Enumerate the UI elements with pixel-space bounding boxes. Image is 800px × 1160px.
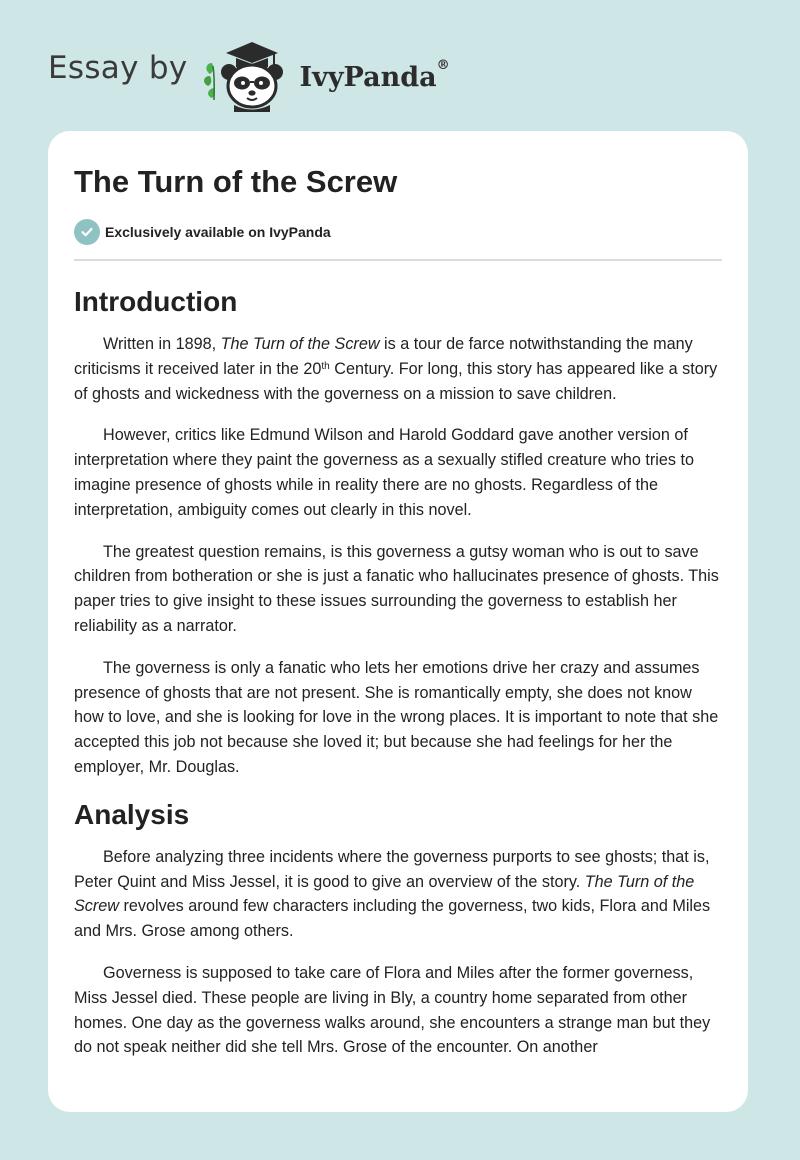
panda-logo-icon <box>202 36 294 112</box>
essay-card <box>48 131 748 1112</box>
paragraph: However, critics like Edmund Wilson and Harold Goddard gave another version of interpretation where they paint the governess as a sexually stifled creature who tries to imagine presence of ghosts while in reality there are no ghosts. Regardless of the interpretation, ambiguity comes out clearly in this novel. <box>74 426 694 519</box>
section-heading-analysis: Analysis <box>74 798 190 830</box>
essay-title: The Turn of the Screw <box>74 164 398 199</box>
paragraph: Written in 1898, The Turn of the Screw is a tour de farce notwithstanding the many criticisms it received later in the 20th Century. For long, this story has appeared like a story of ghosts and wickedness with the governess on a mission to save children. <box>74 335 718 403</box>
check-circle-icon <box>74 219 100 245</box>
registered-mark: ® <box>436 57 450 73</box>
paragraph: The governess is only a fanatic who lets her emotions drive her crazy and assumes presence of ghosts that are not present. She is romantically empty, she does not know how to love, and she is looking for love in the wrong places. It is important to note that she accepted this job not because she loved it; but because she had feelings for her the employer, Mr. Douglas. <box>74 658 719 776</box>
paragraph: Before analyzing three incidents where the governess purports to see ghosts; that is, Peter Quint and Miss Jessel, it is good to give an overview of the story. The Turn of the Screw revolves around few characters including the governess, two kids, Flora and Miles and Mrs. Grose among others. <box>74 847 711 941</box>
section-heading-introduction: Introduction <box>74 286 238 317</box>
brand-header <box>48 34 450 114</box>
divider <box>74 259 722 261</box>
brand-name: IvyPanda® <box>299 57 450 93</box>
brand-prefix: Essay by <box>48 50 188 86</box>
badge-text: Exclusively available on IvyPanda <box>105 224 331 240</box>
exclusive-badge <box>74 219 722 245</box>
paragraph: The greatest question remains, is this governess a gutsy woman who is out to save children from botheration or she is just a fanatic who hallucinates presence of ghosts. This paper tries to give insight to these issues surrounding the governess to establish her reliability as a narrator. <box>74 542 719 635</box>
paragraph: Governess is supposed to take care of Flora and Miles after the former governess, Miss Jessel died. These people are living in Bly, a country home separated from other homes. One day as the governess walks around, she encounters a strange man but they do not speak neither did she tell Mrs. Grose of the encounter. On another <box>74 963 711 1057</box>
